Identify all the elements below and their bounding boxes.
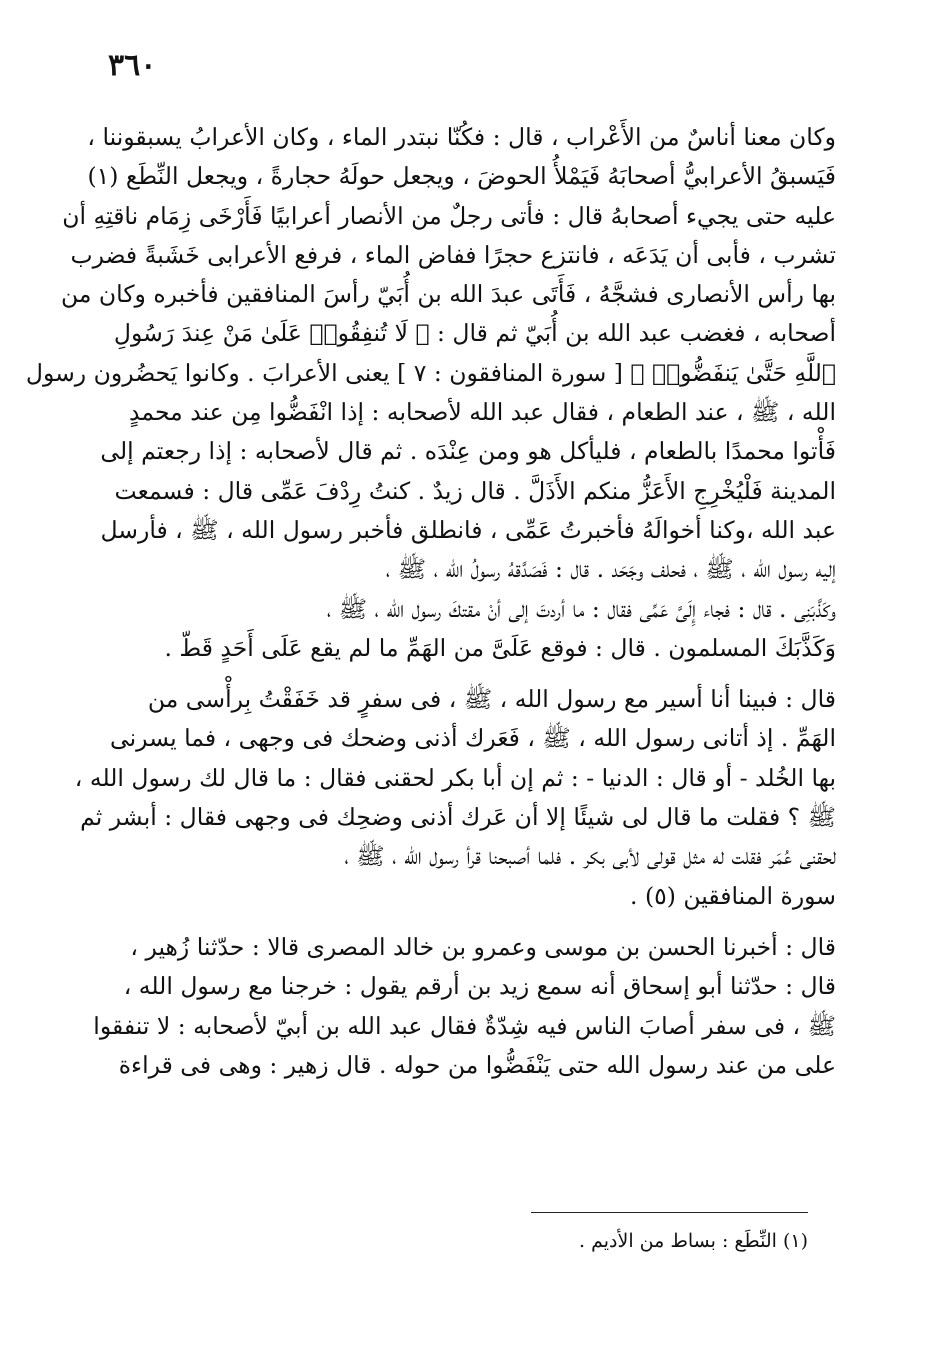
text-line: عبد الله ،وكنا أخوالَهُ فأخبرتُ عَمِّى ، فانطلق فأخبر رسول الله ، ﷺ ، فأرسل [100, 515, 836, 544]
footnote: (١) النِّطَع : بساط من الأديم . [579, 1230, 808, 1252]
text-line: الله ، ﷺ ، عند الطعام ، فقال عبد الله لأصحابه : إذا انْفَضُّوا مِن عند محمدٍ [129, 398, 836, 427]
body-text [25, 118, 836, 1097]
text-line: قال : حدّثنا أبو إسحاق أنه سمع زيد بن أرقم يقول : خرجنا مع رسول الله ، [123, 972, 836, 1001]
text-line: فَيَسبقُ الأعرابيُّ أصحابَهُ فَيَمْلأُ الحوضَ ، ويجعل حولَهُ حجارةً ، ويجعل النِّطَع (١) [87, 162, 836, 191]
text-line: إليه رسول الله ، ﷺ ، فحلف وجَحَد . قال : فَصَدَّقهُ رسولُ الله ، ﷺ ، [385, 555, 836, 584]
text-line: فَأْتوا محمدًا بالطعام ، فليأكل هو ومن عِنْدَه . ثم قال لأصحابه : إذا رجعتم إلى [100, 437, 836, 466]
text-line: لحقنى عُمَر فقلت له مثل قولى لأبى بكر . فلما أصبحنا قرأ رسول الله ، ﷺ ، [344, 842, 836, 871]
text-line: قال : فبينا أنا أسير مع رسول الله ، ﷺ ، فى سفرٍ قد خَفَقْتُ بِرأْسى من [147, 685, 836, 714]
text-line: ﷺ ؟ فقلت ما قال لى شيئًا إلا أن عَرك أذنى وضحِك فى وجهى فقال : أبشر ثم [80, 803, 836, 832]
text-line: بها الخُلد - أو قال : الدنيا - : ثم إن أبا بكر لحقنى فقال : ما قال لك رسول الله ، [74, 763, 836, 792]
text-line: قال : أخبرنا الحسن بن موسى وعمرو بن خالد المصرى قالا : حدّثنا زُهير ، [130, 932, 836, 961]
text-line: الهَمِّ . إذ أتانى رسول الله ، ﷺ ، فَعَرك أذنى وضحك فى وجهى ، فما يسرنى [110, 724, 836, 753]
paragraph-1 [25, 118, 836, 668]
paragraph-3 [93, 928, 836, 1085]
text-line: المدينة فَلْيُخْرِجِ الأَعَزُّ منكم الأَذَلَّ . قال زيدٌ . كنتُ رِدْفَ عَمِّى قال : فسمعت [114, 476, 836, 505]
text-line: على من عند رسول الله حتى يَنْفَضُّوا من حوله . قال زهير : وهى فى قراءة [118, 1050, 836, 1079]
footnote-divider [531, 1212, 808, 1213]
text-line: سورة المنافقين (٥) . [630, 881, 836, 910]
text-line: عليه حتى يجيء أصحابهُ قال : فأتى رجلٌ من الأنصار أعرابيًا فَأَرْخَى زِمَام ناقتِهِ أن [62, 201, 836, 230]
text-line: ﷺ ، فى سفر أصابَ الناس فيه شِدّةٌ فقال عبد الله بن أبيّ لأصحابه : لا تنفقوا [93, 1011, 836, 1040]
paragraph-2 [74, 680, 836, 916]
text-line: وكَذَّبَنِى . قال : فجاء إِلَىَّ عَمِّى فقال : ما أردتَ إلى أنْ مقتكَ رسول الله ، ﷺ ، [326, 594, 836, 623]
text-line: أصحابه ، فغضب عبد الله بن أُبَيّ ثم قال : ﴿ لَا تُنفِقُوا۟ عَلَىٰ مَنْ عِندَ رَسُولِ [113, 319, 836, 348]
page-number: ٣٦٠ [108, 48, 157, 83]
text-line: بها رأس الأنصارى فشجَّهُ ، فَأَتَى عبدَ الله بن أُبَيّ رأسَ المنافقين فأخبره وكان من [60, 280, 836, 309]
text-line: تشرب ، فأبى أن يَدَعَه ، فانتزع حجرًا ففاض الماء ، فرفع الأعرابى خَشَبةً فضرب [70, 240, 836, 269]
text-line: وكان معنا أناسٌ من الأَعْراب ، قال : فكُنّا نبتدر الماء ، وكان الأعرابُ يسبقوننا ، [87, 123, 836, 151]
text-line: وَكَذَّبَكَ المسلمون . قال : فوقع عَلَىَّ من الهَمِّ ما لم يقع عَلَى أَحَدٍ قَطّ . [164, 633, 836, 662]
text-line: ٱللَّهِ حَتَّىٰ يَنفَضُّوا۟ ﴾ [ سورة المنافقون : ٧ ] يعنى الأعرابَ . وكانوا يَحضُرون رسول [25, 358, 836, 387]
